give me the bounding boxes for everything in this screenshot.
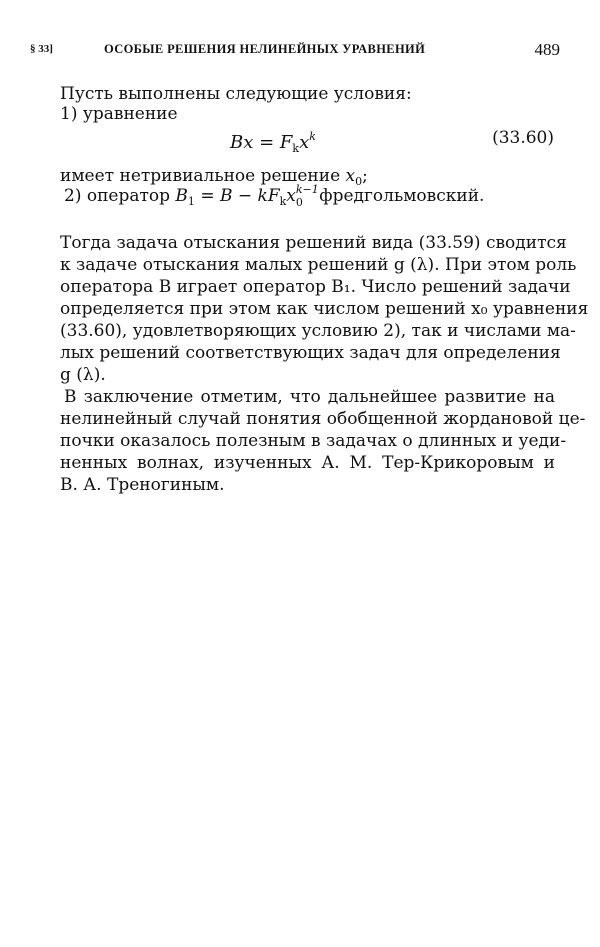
operator-x-symbol: x	[286, 186, 296, 206]
formula-equals: =	[253, 132, 280, 153]
condition-2-text	[64, 183, 559, 212]
paragraph-3-line: почки оказалось полезным в задачах о длинных и уеди-	[60, 431, 567, 451]
condition-1-label: 1) уравнение	[60, 104, 178, 124]
paragraph-2-line: к задаче отыскания малых решений g (λ). При этом роль	[60, 255, 577, 275]
paragraph-2-line: (33.60), удовлетворяющих условию 2), так и числами ма-	[60, 321, 576, 341]
formula-x-superscript: k	[309, 130, 316, 143]
operator-expression: = B − kF	[194, 186, 280, 206]
running-header	[30, 41, 560, 61]
operator-x-scripts	[295, 183, 319, 209]
operator-x-superscript: k−1	[295, 183, 319, 196]
paragraph-3-line: нелинейный случай понятия обобщенной жордановой це-	[60, 409, 586, 429]
paragraph-3-line: В. А. Треногиным.	[60, 475, 225, 495]
equation-number: (33.60)	[492, 128, 554, 148]
B1-subscript: 1	[187, 195, 195, 208]
running-title: ОСОБЫЕ РЕШЕНИЯ НЕЛИНЕЙНЫХ УРАВНЕНИЙ	[104, 42, 426, 56]
paragraph-2-line: оператора B играет оператор B₁. Число решений задачи	[60, 277, 571, 297]
equation-33-60	[230, 126, 316, 160]
paragraph-3-line: В заключение отметим, что дальнейшее развитие на	[64, 387, 555, 407]
x0-subscript: 0	[355, 175, 363, 188]
paragraph-3-line: ненных волнах, изученных А. М. Тер-Крикоровым и	[60, 453, 555, 473]
formula-lhs: Bx	[230, 132, 254, 153]
operator-x-subscript: 0	[295, 196, 303, 209]
fredholm-text: фредгольмовский.	[313, 186, 485, 206]
intro-line: Пусть выполнены следующие условия:	[60, 84, 412, 104]
formula-F-subscript: k	[292, 142, 300, 155]
page-number: 489	[534, 40, 560, 59]
operator-prefix: 2) оператор	[64, 186, 176, 206]
formula-F: F	[279, 132, 293, 153]
Fk-subscript: k	[279, 195, 287, 208]
paragraph-2-line: лых решений соответствующих задач для определения	[60, 343, 561, 363]
paragraph-2-line: g (λ).	[60, 365, 106, 385]
nontrivial-solution-text: имеет нетривиальное решение	[60, 166, 346, 186]
section-reference: § 33]	[30, 43, 53, 55]
x0-semicolon: ;	[362, 166, 368, 186]
paragraph-2-line: определяется при этом как числом решений x₀ уравнения	[60, 299, 589, 319]
paragraph-2-line: Тогда задача отыскания решений вида (33.59) сводится	[60, 233, 567, 253]
B1-symbol: B	[175, 186, 188, 206]
x0-symbol: x	[345, 166, 356, 186]
formula-x: x	[299, 132, 310, 153]
